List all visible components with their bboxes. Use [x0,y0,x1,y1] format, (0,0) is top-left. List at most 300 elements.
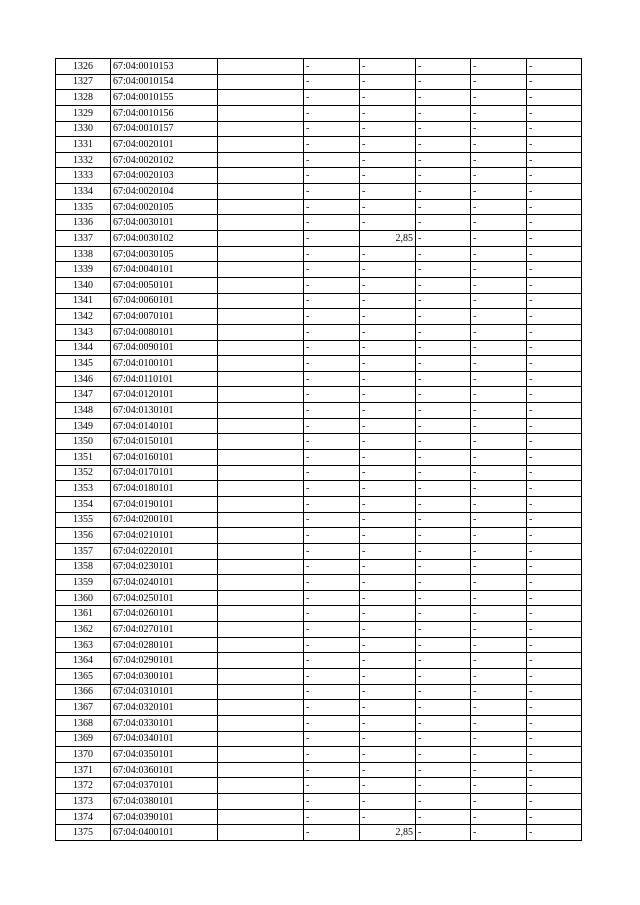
table-row [56,403,582,419]
value-cell: - [304,184,360,200]
empty-cell [218,137,304,153]
value-cell: - [304,465,360,481]
empty-cell [218,231,304,247]
row-number-cell: 1364 [56,653,111,669]
cadastral-code-cell: 67:04:0370101 [111,778,218,794]
row-number-cell: 1374 [56,809,111,825]
row-number-cell: 1337 [56,231,111,247]
table-row [56,246,582,262]
empty-cell [218,715,304,731]
value-cell: - [304,715,360,731]
value-cell: - [360,465,416,481]
row-number-cell: 1330 [56,121,111,137]
value-cell: - [304,684,360,700]
table-row [56,105,582,121]
value-cell: - [360,121,416,137]
row-number-cell: 1344 [56,340,111,356]
value-cell: - [527,246,582,262]
value-cell: - [360,778,416,794]
row-number-cell: 1361 [56,606,111,622]
row-number-cell: 1340 [56,277,111,293]
value-cell: - [527,74,582,90]
empty-cell [218,622,304,638]
value-cell: - [416,262,471,278]
empty-cell [218,543,304,559]
value-cell: - [360,371,416,387]
cadastral-code-cell: 67:04:0380101 [111,794,218,810]
value-cell: - [304,324,360,340]
value-cell: - [304,575,360,591]
value-cell: - [527,747,582,763]
table-row [56,668,582,684]
cadastral-code-cell: 67:04:0260101 [111,606,218,622]
cadastral-code-cell: 67:04:0120101 [111,387,218,403]
value-cell: - [360,762,416,778]
value-cell: - [471,262,527,278]
row-number-cell: 1339 [56,262,111,278]
value-cell: - [360,715,416,731]
value-cell: - [527,277,582,293]
value-cell: - [360,747,416,763]
row-number-cell: 1342 [56,309,111,325]
row-number-cell: 1372 [56,778,111,794]
value-cell: - [304,340,360,356]
value-cell: - [304,496,360,512]
table-row [56,637,582,653]
value-cell: - [416,215,471,231]
value-cell: - [416,434,471,450]
cadastral-code-cell: 67:04:0070101 [111,309,218,325]
table-row [56,340,582,356]
row-number-cell: 1363 [56,637,111,653]
table-row [56,152,582,168]
value-cell: - [416,778,471,794]
table-row [56,231,582,247]
value-cell: - [527,465,582,481]
value-cell: - [416,606,471,622]
value-cell: - [304,637,360,653]
row-number-cell: 1375 [56,825,111,841]
value-cell: - [416,277,471,293]
value-cell: - [360,105,416,121]
value-cell: - [527,215,582,231]
empty-cell [218,262,304,278]
empty-cell [218,606,304,622]
table-row [56,606,582,622]
row-number-cell: 1373 [56,794,111,810]
value-cell: - [471,762,527,778]
value-cell: - [304,403,360,419]
value-cell: - [360,684,416,700]
value-cell: - [304,668,360,684]
value-cell: - [471,199,527,215]
value-cell: - [527,184,582,200]
value-cell: - [471,121,527,137]
value-cell: - [527,309,582,325]
value-cell: - [471,152,527,168]
value-cell: - [360,496,416,512]
value-cell: - [471,590,527,606]
row-number-cell: 1332 [56,152,111,168]
value-cell: - [304,434,360,450]
value-cell: - [471,465,527,481]
value-cell: - [471,496,527,512]
value-cell: - [471,684,527,700]
value-cell: - [416,637,471,653]
table-row [56,747,582,763]
value-cell: - [360,74,416,90]
value-cell: - [304,606,360,622]
value-cell: - [527,168,582,184]
row-number-cell: 1326 [56,59,111,75]
value-cell: - [304,137,360,153]
row-number-cell: 1349 [56,418,111,434]
empty-cell [218,528,304,544]
value-cell: 2,85 [360,231,416,247]
value-cell: - [527,152,582,168]
row-number-cell: 1365 [56,668,111,684]
row-number-cell: 1368 [56,715,111,731]
value-cell: - [304,418,360,434]
table-row [56,262,582,278]
value-cell: - [416,590,471,606]
value-cell: - [527,731,582,747]
value-cell: - [471,168,527,184]
cadastral-code-cell: 67:04:0280101 [111,637,218,653]
value-cell: - [304,246,360,262]
value-cell: - [304,559,360,575]
value-cell: - [304,309,360,325]
row-number-cell: 1360 [56,590,111,606]
table-row [56,450,582,466]
cadastral-code-cell: 67:04:0310101 [111,684,218,700]
value-cell: - [527,528,582,544]
table-row [56,528,582,544]
value-cell: - [471,543,527,559]
table-row [56,715,582,731]
table-row [56,371,582,387]
value-cell: - [416,825,471,841]
value-cell: - [360,481,416,497]
table-row [56,277,582,293]
cadastral-code-cell: 67:04:0190101 [111,496,218,512]
table-row [56,731,582,747]
cadastral-code-cell: 67:04:0020103 [111,168,218,184]
value-cell: - [416,512,471,528]
value-cell: - [471,512,527,528]
value-cell: - [416,356,471,372]
value-cell: - [471,778,527,794]
value-cell: - [416,231,471,247]
row-number-cell: 1357 [56,543,111,559]
empty-cell [218,371,304,387]
value-cell: - [304,653,360,669]
value-cell: - [304,262,360,278]
table-row [56,512,582,528]
value-cell: - [416,762,471,778]
value-cell: - [416,622,471,638]
cadastral-code-cell: 67:04:0130101 [111,403,218,419]
value-cell: - [416,450,471,466]
value-cell: - [471,418,527,434]
table-row [56,762,582,778]
cadastral-code-cell: 67:04:0010154 [111,74,218,90]
value-cell: - [471,137,527,153]
row-number-cell: 1331 [56,137,111,153]
cadastral-code-cell: 67:04:0240101 [111,575,218,591]
empty-cell [218,434,304,450]
empty-cell [218,152,304,168]
table-row [56,559,582,575]
value-cell: - [360,168,416,184]
cadastral-code-cell: 67:04:0010157 [111,121,218,137]
value-cell: - [527,543,582,559]
empty-cell [218,387,304,403]
value-cell: - [304,700,360,716]
value-cell: - [471,356,527,372]
value-cell: - [527,121,582,137]
cadastral-code-cell: 67:04:0400101 [111,825,218,841]
cadastral-code-cell: 67:04:0020105 [111,199,218,215]
value-cell: - [527,622,582,638]
value-cell: - [360,528,416,544]
value-cell: - [360,215,416,231]
empty-cell [218,403,304,419]
cadastral-code-cell: 67:04:0010156 [111,105,218,121]
value-cell: - [527,668,582,684]
value-cell: - [304,215,360,231]
value-cell: - [304,481,360,497]
cadastral-code-cell: 67:04:0150101 [111,434,218,450]
value-cell: - [527,262,582,278]
value-cell: - [416,293,471,309]
value-cell: - [416,74,471,90]
empty-cell [218,637,304,653]
value-cell: - [360,293,416,309]
value-cell: - [416,90,471,106]
value-cell: - [416,168,471,184]
empty-cell [218,809,304,825]
value-cell: - [471,528,527,544]
row-number-cell: 1335 [56,199,111,215]
value-cell: - [416,543,471,559]
row-number-cell: 1341 [56,293,111,309]
cadastral-code-cell: 67:04:0320101 [111,700,218,716]
value-cell: - [360,184,416,200]
value-cell: - [360,277,416,293]
row-number-cell: 1336 [56,215,111,231]
value-cell: - [527,700,582,716]
cadastral-code-cell: 67:04:0040101 [111,262,218,278]
row-number-cell: 1370 [56,747,111,763]
value-cell: - [360,324,416,340]
value-cell: - [471,184,527,200]
empty-cell [218,356,304,372]
row-number-cell: 1328 [56,90,111,106]
value-cell: - [416,731,471,747]
value-cell: - [416,481,471,497]
value-cell: - [416,371,471,387]
value-cell: - [471,309,527,325]
cadastral-code-cell: 67:04:0140101 [111,418,218,434]
value-cell: - [527,512,582,528]
cadastral-code-cell: 67:04:0300101 [111,668,218,684]
value-cell: - [471,231,527,247]
value-cell: - [527,137,582,153]
value-cell: - [416,418,471,434]
empty-cell [218,184,304,200]
cadastral-code-cell: 67:04:0230101 [111,559,218,575]
value-cell: - [471,293,527,309]
empty-cell [218,418,304,434]
table-row [56,684,582,700]
value-cell: - [527,684,582,700]
cadastral-code-cell: 67:04:0090101 [111,340,218,356]
empty-cell [218,778,304,794]
table-row [56,543,582,559]
value-cell: - [304,825,360,841]
cadastral-code-cell: 67:04:0180101 [111,481,218,497]
empty-cell [218,590,304,606]
value-cell: - [527,356,582,372]
value-cell: - [304,90,360,106]
value-cell: - [527,340,582,356]
value-cell: - [527,387,582,403]
value-cell: - [360,590,416,606]
value-cell: - [304,277,360,293]
value-cell: - [471,637,527,653]
row-number-cell: 1355 [56,512,111,528]
value-cell: - [527,794,582,810]
empty-cell [218,575,304,591]
cadastral-code-cell: 67:04:0170101 [111,465,218,481]
value-cell: - [416,747,471,763]
cadastral-code-cell: 67:04:0050101 [111,277,218,293]
cadastral-code-cell: 67:04:0060101 [111,293,218,309]
empty-cell [218,246,304,262]
value-cell: - [416,684,471,700]
value-cell: - [527,324,582,340]
value-cell: - [471,731,527,747]
row-number-cell: 1358 [56,559,111,575]
value-cell: - [360,668,416,684]
value-cell: - [527,778,582,794]
value-cell: - [471,622,527,638]
cadastral-code-cell: 67:04:0290101 [111,653,218,669]
value-cell: - [416,575,471,591]
value-cell: - [527,231,582,247]
row-number-cell: 1353 [56,481,111,497]
cadastral-code-cell: 67:04:0220101 [111,543,218,559]
empty-cell [218,496,304,512]
value-cell: - [527,450,582,466]
value-cell: - [527,371,582,387]
value-cell: - [304,168,360,184]
row-number-cell: 1362 [56,622,111,638]
value-cell: - [304,231,360,247]
value-cell: - [304,356,360,372]
value-cell: - [360,309,416,325]
table-row [56,121,582,137]
row-number-cell: 1354 [56,496,111,512]
value-cell: - [416,809,471,825]
value-cell: - [360,606,416,622]
table-row [56,496,582,512]
empty-cell [218,731,304,747]
empty-cell [218,277,304,293]
value-cell: - [527,575,582,591]
row-number-cell: 1350 [56,434,111,450]
value-cell: - [360,262,416,278]
cadastral-code-cell: 67:04:0360101 [111,762,218,778]
value-cell: - [360,137,416,153]
table-row [56,809,582,825]
row-number-cell: 1345 [56,356,111,372]
table-row [56,434,582,450]
value-cell: - [471,324,527,340]
value-cell: - [527,105,582,121]
value-cell: - [527,418,582,434]
value-cell: - [527,762,582,778]
value-cell: - [471,575,527,591]
value-cell: - [304,794,360,810]
value-cell: - [360,622,416,638]
value-cell: - [416,387,471,403]
value-cell: - [416,715,471,731]
value-cell: - [360,59,416,75]
value-cell: - [304,450,360,466]
empty-cell [218,700,304,716]
empty-cell [218,309,304,325]
value-cell: - [416,653,471,669]
cadastral-code-cell: 67:04:0110101 [111,371,218,387]
value-cell: - [304,74,360,90]
cadastral-code-cell: 67:04:0030102 [111,231,218,247]
value-cell: - [360,653,416,669]
value-cell: - [416,324,471,340]
value-cell: - [304,778,360,794]
value-cell: - [360,356,416,372]
value-cell: - [527,715,582,731]
empty-cell [218,481,304,497]
empty-cell [218,199,304,215]
value-cell: - [471,825,527,841]
value-cell: - [304,371,360,387]
cadastral-code-cell: 67:04:0390101 [111,809,218,825]
value-cell: - [471,340,527,356]
empty-cell [218,324,304,340]
table-row [56,293,582,309]
value-cell: - [304,747,360,763]
row-number-cell: 1367 [56,700,111,716]
cadastral-code-cell: 67:04:0030105 [111,246,218,262]
value-cell: - [471,403,527,419]
value-cell: - [416,794,471,810]
value-cell: - [304,590,360,606]
value-cell: - [304,809,360,825]
value-cell: - [527,434,582,450]
table-row [56,309,582,325]
value-cell: - [360,559,416,575]
value-cell: - [471,809,527,825]
row-number-cell: 1347 [56,387,111,403]
value-cell: - [471,434,527,450]
table-row [56,74,582,90]
row-number-cell: 1369 [56,731,111,747]
value-cell: - [360,731,416,747]
empty-cell [218,168,304,184]
value-cell: - [360,152,416,168]
